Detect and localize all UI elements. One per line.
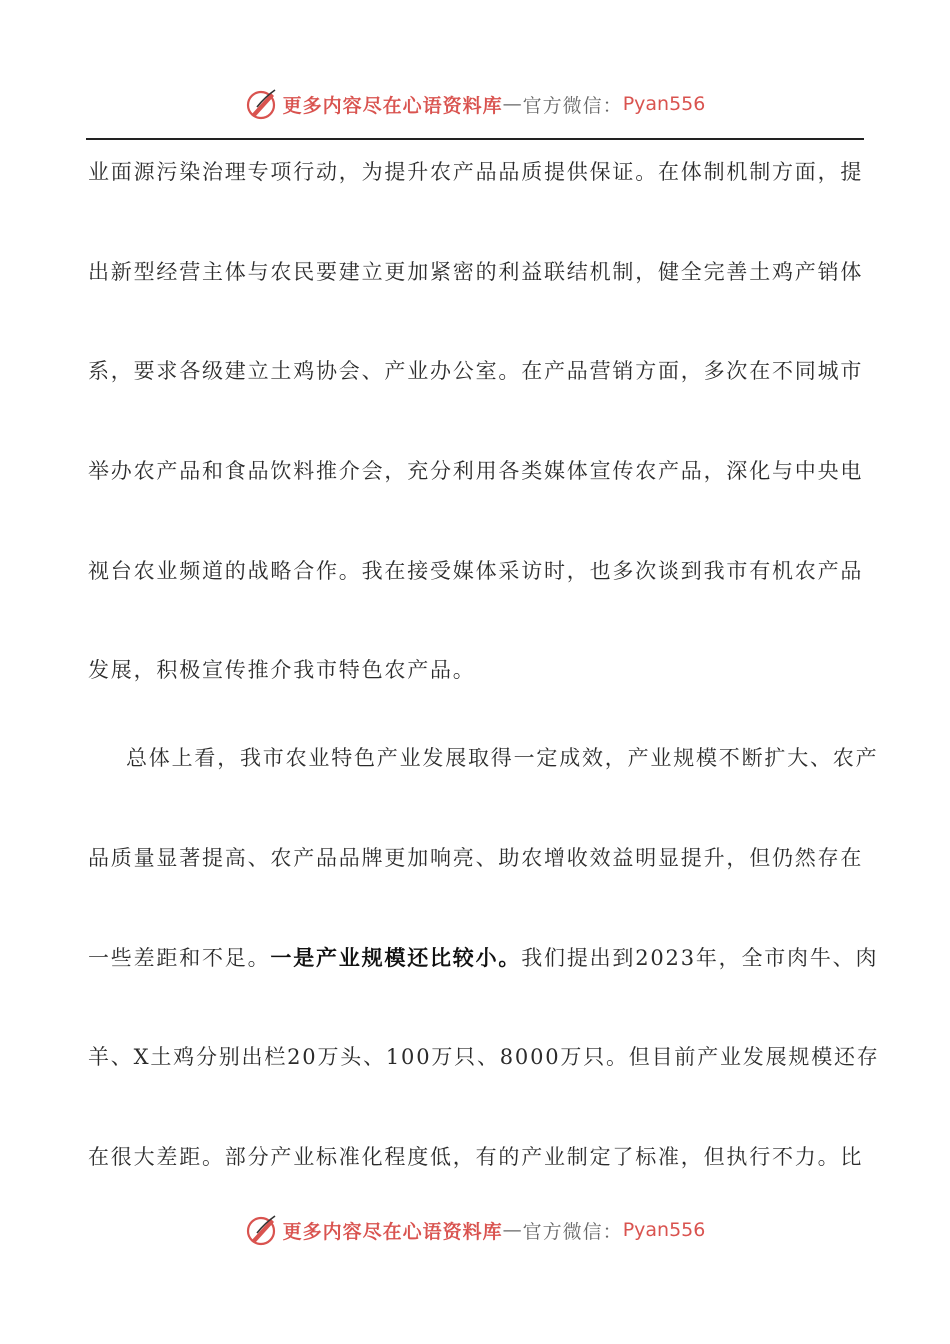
text-line: 在很大差距。部分产业标准化程度低，有的产业制定了标准，但执行不力。比 [88,1144,864,1169]
text-line: 视台农业频道的战略合作。我在接受媒体采访时，也多次谈到我市有机农产品 [88,558,864,583]
text-line: 业面源污染治理专项行动，为提升农产品品质提供保证。在体制机制方面，提 [88,160,864,184]
banner-brand: 更多内容尽在心语资料库 [282,1220,503,1243]
document-body [88,150,880,1235]
banner-wechat-label: 官方微信： [522,1220,623,1243]
header-banner [0,84,950,124]
quill-logo-icon [245,87,279,121]
text-line-mixed [88,936,879,1036]
header-rule [86,138,864,140]
banner-wechat-label: 官方微信： [522,94,623,117]
text-line: 出新型经营主体与农民要建立更加紧密的利益联结机制，健全完善土鸡产销体 [88,259,864,284]
text-line: 品质量显著提高、农产品品牌更加响亮、助农增收效益明显提升，但仍然存在 [88,845,864,870]
banner-brand: 更多内容尽在心语资料库 [282,94,503,117]
text-run: 一些差距和不足。 [88,945,271,970]
banner-wechat-id: Pyan556 [622,1219,706,1241]
banner-wechat-id: Pyan556 [622,93,706,115]
text-line: 举办农产品和食品饮料推介会，充分利用各类媒体宣传农产品，深化与中央电 [88,459,864,484]
banner-dash: — [502,1219,523,1241]
text-line: 总体上看，我市农业特色产业发展取得一定成效，产业规模不断扩大、农产 [126,746,879,771]
text-line: 发展，积极宣传推介我市特色农产品。 [88,658,476,683]
text-line: 系，要求各级建立土鸡协会、产业办公室。在产品营销方面，多次在不同城市 [88,359,864,384]
footer-banner [0,1210,950,1250]
text-run: 我们提出到2023年，全市肉牛、肉 [521,945,879,970]
text-line: 羊、X土鸡分别出栏20万头、100万只、8000万只。但目前产业发展规模还存 [88,1045,880,1070]
quill-logo-icon [245,1213,279,1247]
banner-dash: — [502,93,523,115]
bold-heading-run: 一是产业规模还比较小。 [270,944,522,970]
